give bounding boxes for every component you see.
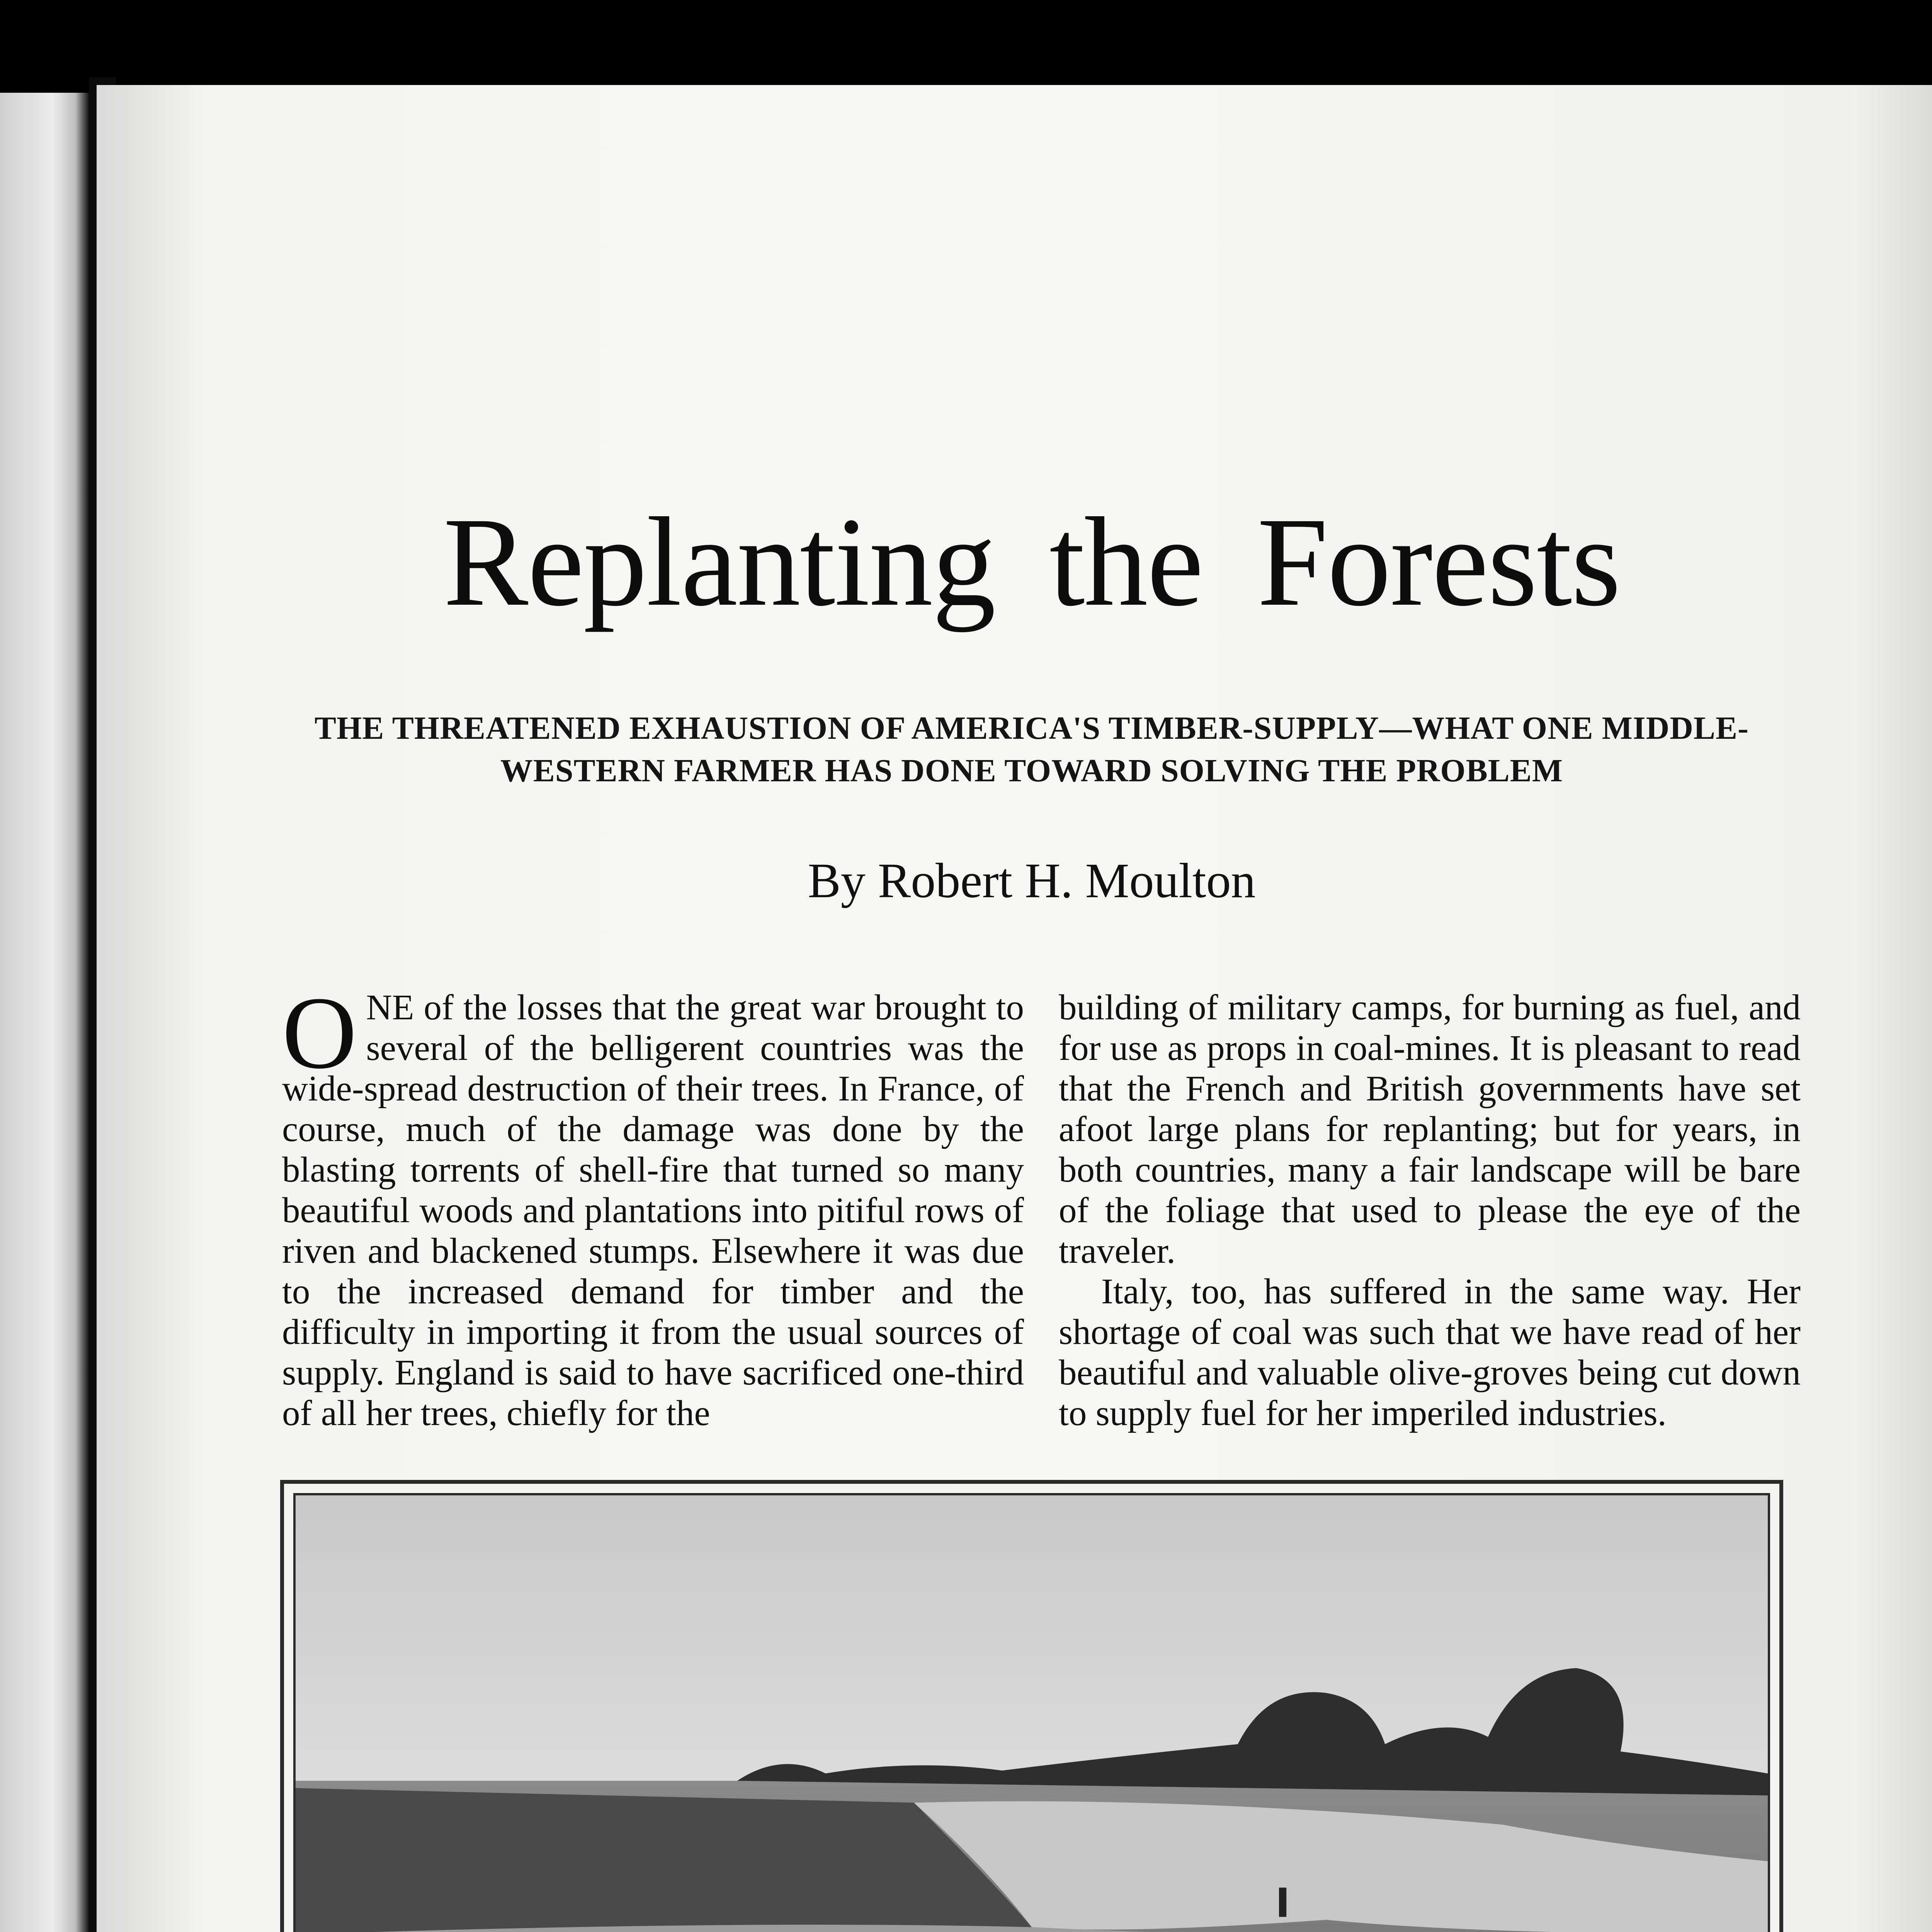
- paragraph-continued: building of military camps, for burning as fuel, and for use as props in coal-mines. It is pleasant to read that the French and British governments have set afoot large plans for replanting; but for years, in both countries, many a fair landscape will be bare of the foliage that used to please the eye of the traveler.: [1059, 988, 1801, 1271]
- article-title: Replanting the Forests: [443, 492, 1620, 633]
- article-subtitle: THE THREATENED EXHAUSTION OF AMERICA'S TIMBER-SUPPLY—WHAT ONE MIDDLE-WESTERN FARMER HAS DONE TOWARD SOLVING THE PROBLEM: [315, 710, 1749, 789]
- photo-frame: [280, 1480, 1783, 1932]
- paragraph-text: NE of the losses that the great war brought to several of the belligerent countries was the wide-spread destruction of their trees. In France, of course, much of the damage was done by the blasting torrents of shell-fire that turned so many beautiful woods and plantations into pitiful rows of riven and blackened stumps. Elsewhere it was due to the increased demand for timber and the difficulty in importing it from the usual sources of supply. England is said to have sacrificed one-third of all her trees, chiefly for the: [282, 988, 1024, 1433]
- sandy-field-photo: [296, 1495, 1768, 1932]
- column-right: [1059, 987, 1801, 1434]
- paragraph-italy: Italy, too, has suffered in the same way. Her shortage of coal was such that we have read of her beautiful and valuable olive-groves being cut down to supply fuel for her imperiled industries.: [1059, 1272, 1801, 1433]
- paragraph-opening: [282, 975, 1024, 1434]
- left-page-edge: [0, 93, 89, 1932]
- landscape-photo: [293, 1493, 1770, 1932]
- magazine-page: [97, 85, 1932, 1932]
- drop-cap: O: [282, 975, 357, 1090]
- column-left: [282, 975, 1024, 1434]
- article-byline: By Robert H. Moulton: [808, 853, 1256, 908]
